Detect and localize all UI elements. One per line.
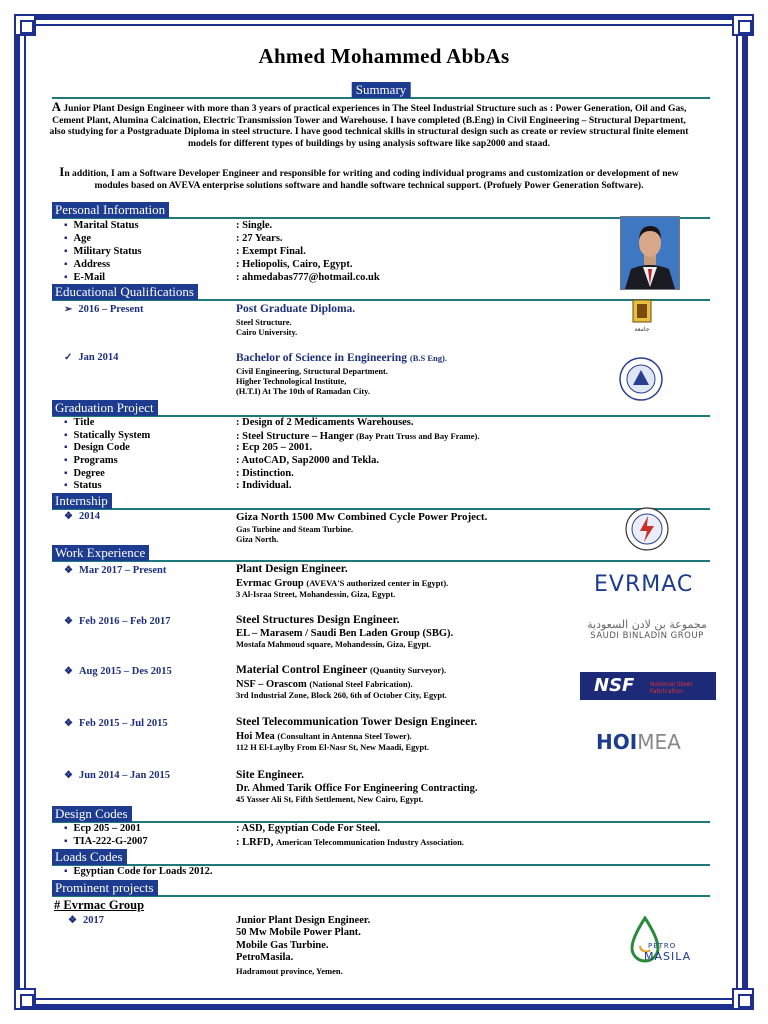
diamond-bullet-icon: ❖: [68, 915, 77, 926]
work-company: Dr. Ahmed Tarik Office For Engineering Contracting.: [236, 783, 478, 794]
work-title: Steel Structures Design Engineer.: [236, 614, 400, 626]
internship-detail: Gas Turbine and Steam Turbine. Giza North.: [236, 525, 354, 545]
diamond-bullet-icon: ❖: [64, 511, 73, 522]
list-item: ▪ TIA-222-G-2007: [64, 836, 148, 847]
list-item: ▪ Military Status: [64, 246, 142, 257]
list-item: ▪ Title: [64, 417, 95, 428]
internship-header: [52, 493, 710, 511]
list-item: ▪ Statically System: [64, 430, 151, 441]
graduation-project-header: [52, 400, 710, 418]
education-detail: Steel Structure. Cairo University.: [236, 318, 298, 338]
projects-header: [52, 880, 710, 898]
work-company: NSF – Orascom (National Steel Fabrication).: [236, 679, 413, 690]
list-item-value: : ASD, Egyptian Code For Steel.: [236, 823, 381, 834]
nsf-logo: NSF National Steel Fabrication: [580, 672, 716, 700]
loads-codes-heading: Loads Codes: [52, 849, 127, 865]
work-date: ❖ Feb 2015 – Jul 2015: [64, 718, 168, 729]
loads-codes-header: [52, 849, 710, 867]
resume-page: [40, 40, 728, 990]
petromasila-logo: PETRO MASILA: [628, 916, 708, 972]
work-experience-heading: Work Experience: [52, 545, 149, 561]
design-codes-header: [52, 806, 710, 824]
saudi-binladin-logo: مجموعة بن لادن السعودية SAUDI BINLADIN GROUP: [587, 618, 707, 641]
list-item: ▪ Marital Status: [64, 220, 139, 231]
list-item-value: : 27 Years.: [236, 233, 283, 244]
list-item-value: : Design of 2 Medicaments Warehouses.: [236, 417, 414, 428]
corner-ornament: [732, 988, 754, 1010]
candidate-name: Ahmed Mohammed AbbAs: [258, 44, 510, 68]
education-header: [52, 284, 710, 302]
work-date: ❖ Aug 2015 – Des 2015: [64, 666, 172, 677]
projects-heading: Prominent projects: [52, 880, 158, 896]
work-date: ❖ Mar 2017 – Present: [64, 565, 167, 576]
work-address: 3 Al-Israa Street, Mohandessin, Giza, Egypt.: [236, 590, 396, 599]
summary-heading: Summary: [352, 82, 411, 98]
work-title: Site Engineer.: [236, 769, 304, 781]
diamond-bullet-icon: ❖: [64, 770, 73, 781]
list-item: ▪ E-Mail: [64, 272, 106, 283]
work-company: Hoi Mea (Consultant in Antenna Steel Tower).: [236, 731, 412, 742]
work-address: 3rd Industrial Zone, Block 260, 6th of October City, Egypt.: [236, 691, 447, 700]
project-group: # Evrmac Group: [54, 898, 145, 912]
project-detail: Junior Plant Design Engineer. 50 Mw Mobile Power Plant. Mobile Gas Turbine. PetroMasila. Hadramout province, Yemen.: [236, 915, 371, 976]
education-date: ➢ 2016 – Present: [64, 304, 144, 315]
list-item: ▪ Design Code: [64, 442, 130, 453]
diamond-bullet-icon: ❖: [64, 616, 73, 627]
work-title: Plant Design Engineer.: [236, 563, 348, 575]
work-date: ❖ Jun 2014 – Jan 2015: [64, 770, 170, 781]
diamond-bullet-icon: ❖: [64, 666, 73, 677]
education-heading: Educational Qualifications: [52, 284, 198, 300]
corner-ornament: [732, 14, 754, 36]
work-address: 45 Yasser Ali St, Fifth Settlement, New Cairo, Egypt.: [236, 795, 424, 804]
internship-title: Giza North 1500 Mw Combined Cycle Power Project.: [236, 511, 488, 523]
evrmac-logo: EVRMAC: [594, 572, 694, 597]
check-bullet-icon: ✓: [64, 352, 73, 363]
list-item: ▪ Age: [64, 233, 92, 244]
list-item: ▪ Programs: [64, 455, 118, 466]
list-item-value: : AutoCAD, Sap2000 and Tekla.: [236, 455, 379, 466]
corner-ornament: [14, 988, 36, 1010]
list-item-value: : Distinction.: [236, 468, 294, 479]
work-experience-header: [52, 545, 710, 563]
work-title: Steel Telecommunication Tower Design Engineer.: [236, 716, 478, 728]
list-item: ▪ Status: [64, 480, 102, 491]
diamond-bullet-icon: ❖: [64, 565, 73, 576]
summary-paragraph-1: A Junior Plant Design Engineer with more than 3 years of practical experiences in The Steel Industrial Structure such as : Power Generation, Oil and Gas, Cement Plant, Alumina Calcination, Electric Transmission Tower and Warehouse. I have completed (B.Eng) in Civil Engineering – Structural Department, also studying for a Postgraduate Diploma in steel structure. I have good technical skills in structural design such as create or review structural finite element models for different types of buildings by using analysis software like sap2000 and staad.: [49, 99, 689, 149]
internship-heading: Internship: [52, 493, 112, 509]
list-item-value: : Heliopolis, Cairo, Egypt.: [236, 259, 353, 270]
education-date: ✓ Jan 2014: [64, 352, 119, 363]
list-item: ▪ Address: [64, 259, 111, 270]
work-address: 112 H El-Laylby From El-Nasr St, New Maadi, Egypt.: [236, 743, 430, 752]
list-item: ▪ Degree: [64, 468, 105, 479]
email-value[interactable]: : ahmedabas777@hotmail.co.uk: [236, 272, 380, 283]
list-item-value: : Individual.: [236, 480, 292, 491]
project-date: ❖ 2017: [68, 915, 104, 926]
corner-ornament: [14, 14, 36, 36]
education-detail: Civil Engineering, Structural Department. Higher Technological Institute, (H.T.I) At The 10th of Ramadan City.: [236, 367, 388, 397]
graduation-project-heading: Graduation Project: [52, 400, 158, 416]
cairo-university-logo: [630, 298, 654, 339]
summary-header: [52, 82, 710, 100]
personal-info-header: [52, 202, 710, 220]
work-address: Mostafa Mahmoud square, Mohandessin, Giza, Egypt.: [236, 640, 432, 649]
internship-date: ❖ 2014: [64, 511, 100, 522]
profile-photo: [620, 216, 680, 290]
list-item-value: : LRFD, American Telecommunication Industry Association.: [236, 837, 464, 848]
work-date: ❖ Feb 2016 – Feb 2017: [64, 616, 171, 627]
list-item-value: : Single.: [236, 220, 273, 231]
list-item: ▪ Egyptian Code for Loads 2012.: [64, 866, 213, 877]
list-item-value: : Steel Structure – Hanger (Bay Pratt Truss and Bay Frame).: [236, 431, 480, 442]
svg-text:جامعة: جامعة: [634, 326, 650, 333]
arrow-bullet-icon: ➢: [64, 304, 73, 315]
list-item-value: : Ecp 205 – 2001.: [236, 442, 313, 453]
summary-paragraph-2: In addition, I am a Software Developer Engineer and responsible for writing and coding individual programs and customization or development of new modules based on AVEVA enterprise solutions software and handle software technical support. (Profuely Power Generation Software).: [59, 164, 679, 191]
education-title: Post Graduate Diploma.: [236, 303, 356, 315]
diamond-bullet-icon: ❖: [64, 718, 73, 729]
hoi-mea-logo: HOIMEA: [596, 730, 681, 754]
work-company: Evrmac Group (AVEVA'S authorized center in Egypt).: [236, 578, 449, 589]
design-codes-heading: Design Codes: [52, 806, 132, 822]
list-item-value: : Exempt Final.: [236, 246, 306, 257]
education-title: Bachelor of Science in Engineering (B.S Eng).: [236, 352, 447, 364]
work-title: Material Control Engineer (Quantity Surveyor).: [236, 664, 447, 676]
personal-info-heading: Personal Information: [52, 202, 169, 218]
work-company: EL – Marasem / Saudi Ben Laden Group (SBG).: [236, 628, 454, 639]
list-item: ▪ Ecp 205 – 2001: [64, 823, 141, 834]
